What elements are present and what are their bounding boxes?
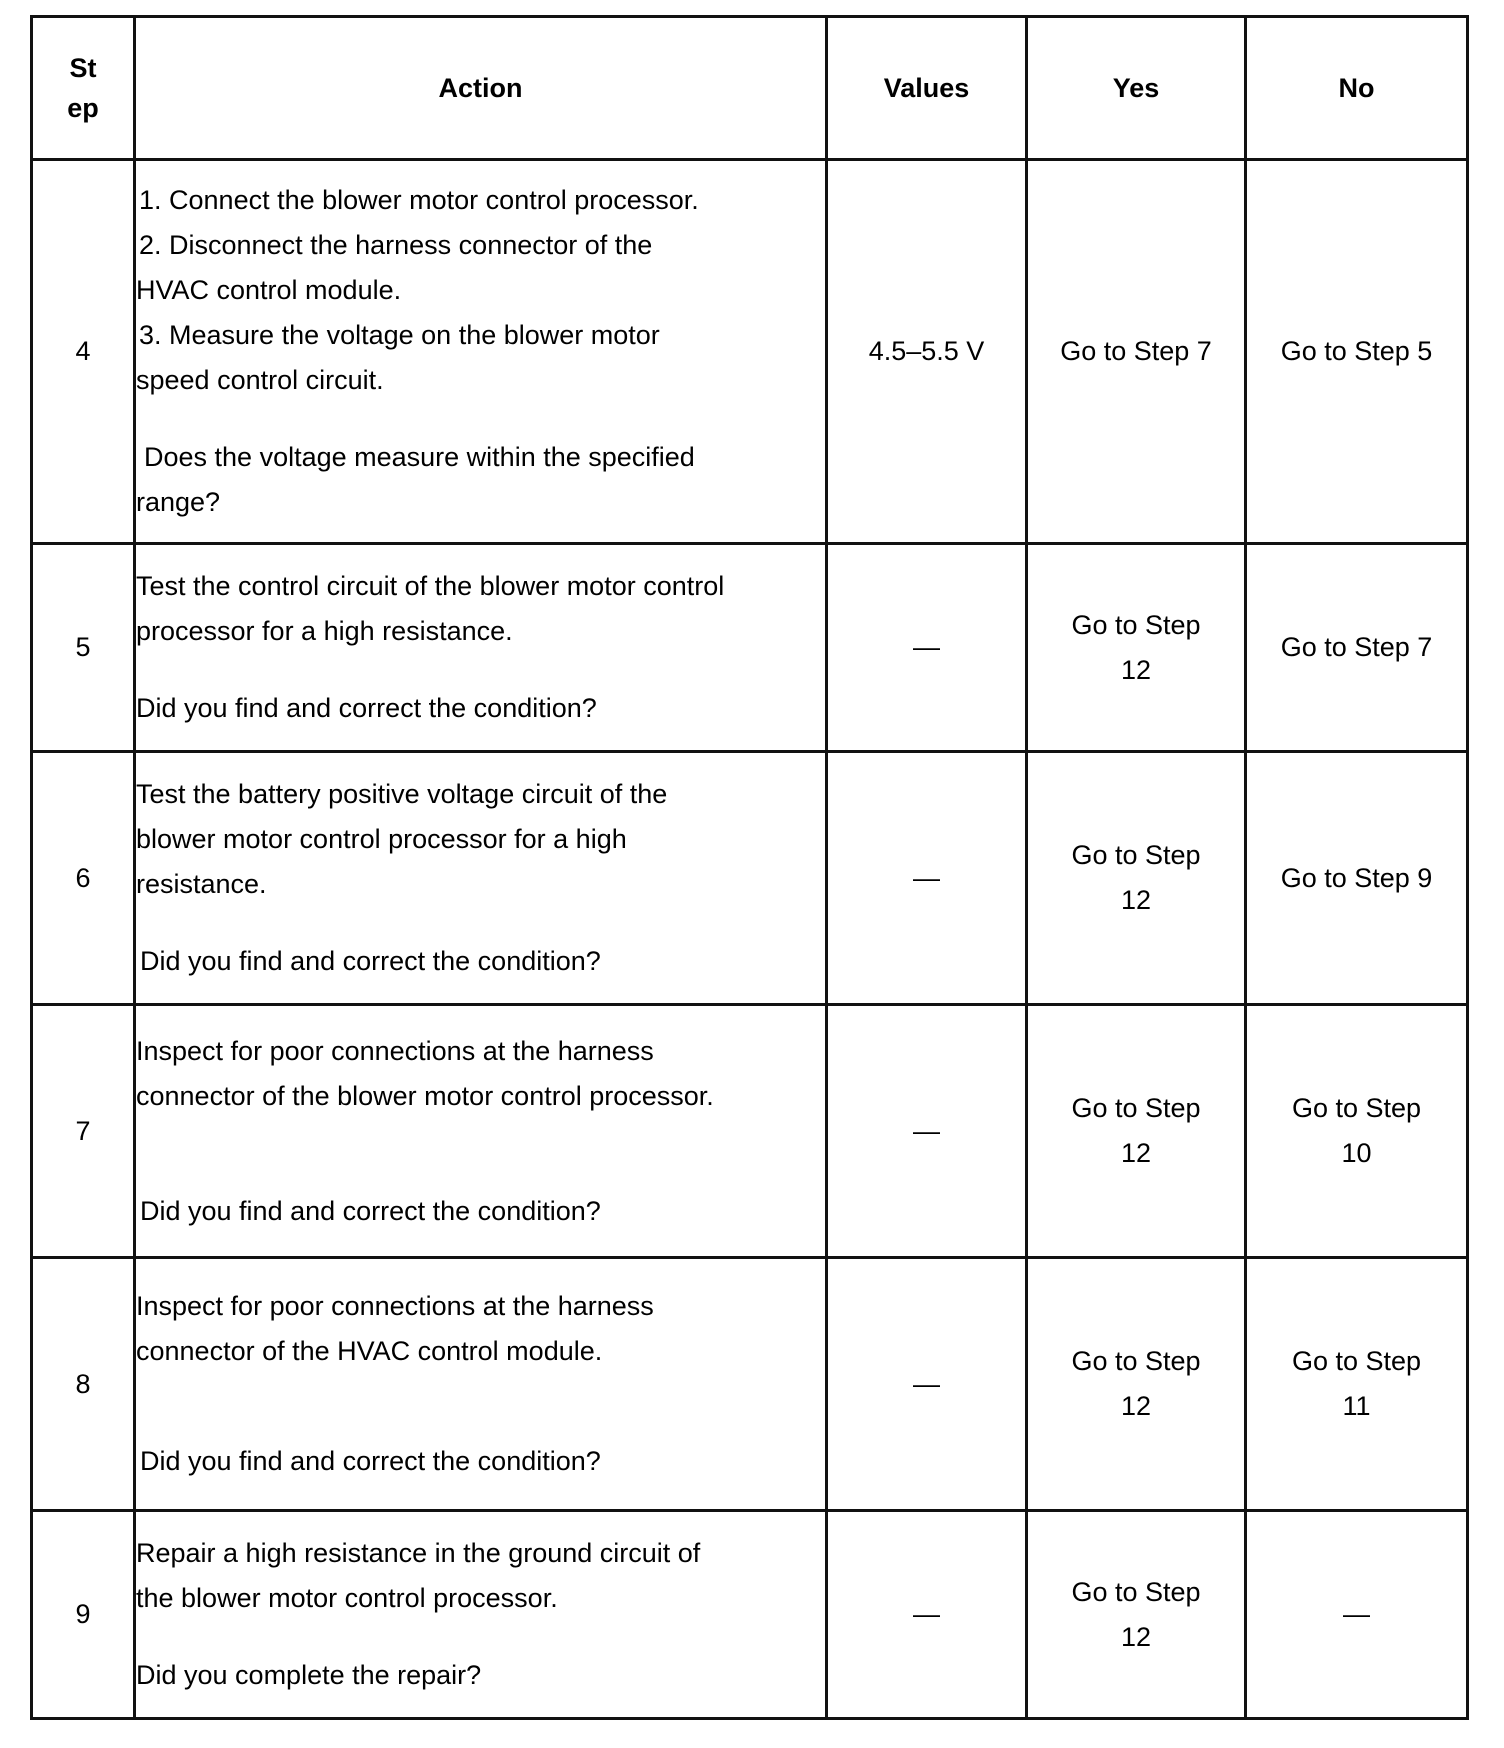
header-step-line2: ep xyxy=(67,93,99,123)
yes-text: 12 xyxy=(1120,885,1152,915)
values-cell: 4.5–5.5 V xyxy=(827,160,1027,544)
yes-text: Go to Step xyxy=(1071,609,1201,640)
yes-text: Go to Step xyxy=(1071,1576,1201,1607)
action-question: Does the voltage measure within the specified xyxy=(144,442,695,472)
action-line: connector of the HVAC control module. xyxy=(136,1336,603,1366)
yes-text: 12 xyxy=(1120,1138,1152,1168)
no-cell xyxy=(1246,544,1468,752)
header-step-line1: St xyxy=(69,53,97,83)
action-cell xyxy=(135,160,827,544)
diagnostic-table xyxy=(30,15,1469,1720)
action-line: 2. Disconnect the harness connector of the xyxy=(139,230,653,260)
action-line: Inspect for poor connections at the harness xyxy=(136,1035,654,1066)
step-number: 4 xyxy=(32,160,135,544)
no-text: Go to Step 9 xyxy=(1280,862,1433,893)
action-question: Did you find and correct the condition? xyxy=(140,946,601,976)
no-text: Go to Step xyxy=(1291,1093,1422,1123)
yes-text: 12 xyxy=(1120,1621,1152,1652)
action-line: HVAC control module. xyxy=(136,275,402,305)
action-question: Did you find and correct the condition? xyxy=(140,1446,601,1476)
no-cell xyxy=(1246,1511,1468,1719)
yes-cell xyxy=(1027,1005,1246,1258)
table-row xyxy=(32,160,1468,544)
action-cell xyxy=(135,544,827,752)
action-cell xyxy=(135,752,827,1005)
step-number: 8 xyxy=(32,1258,135,1511)
action-question: range? xyxy=(136,487,221,517)
table-row xyxy=(32,752,1468,1005)
table-row xyxy=(32,1511,1468,1719)
action-line: speed control circuit. xyxy=(136,365,384,395)
no-text: Go to Step 7 xyxy=(1280,632,1433,662)
yes-cell xyxy=(1027,544,1246,752)
action-cell xyxy=(135,1005,827,1258)
action-line: Test the battery positive voltage circuit of the xyxy=(136,779,668,809)
step-number: 5 xyxy=(32,544,135,752)
yes-text: Go to Step xyxy=(1071,1093,1201,1123)
action-line: Test the control circuit of the blower motor control xyxy=(136,571,725,601)
yes-text: Go to Step xyxy=(1071,1346,1201,1376)
step-number: 6 xyxy=(32,752,135,1005)
action-line: processor for a high resistance. xyxy=(136,616,513,646)
values-cell: — xyxy=(827,1511,1027,1719)
action-line: Inspect for poor connections at the harness xyxy=(136,1291,654,1321)
header-yes: Yes xyxy=(1027,17,1246,160)
no-text: 11 xyxy=(1342,1391,1371,1421)
table-row xyxy=(32,1005,1468,1258)
no-cell xyxy=(1246,160,1468,544)
header-no: No xyxy=(1246,17,1468,160)
action-question: Did you complete the repair? xyxy=(136,1660,482,1690)
action-line: 1. Connect the blower motor control processor. xyxy=(139,185,699,215)
yes-cell xyxy=(1027,1258,1246,1511)
no-text: 10 xyxy=(1341,1138,1372,1168)
table-header-row xyxy=(32,17,1468,160)
values-cell: — xyxy=(827,1005,1027,1258)
values-cell: — xyxy=(827,1258,1027,1511)
action-line: 3. Measure the voltage on the blower motor xyxy=(139,320,660,350)
no-cell xyxy=(1246,1005,1468,1258)
action-cell xyxy=(135,1511,827,1719)
action-line: Repair a high resistance in the ground circuit of xyxy=(136,1538,701,1568)
yes-cell xyxy=(1027,752,1246,1005)
table-row xyxy=(32,1258,1468,1511)
action-line: blower motor control processor for a high xyxy=(136,824,627,854)
step-number: 9 xyxy=(32,1511,135,1719)
values-cell: — xyxy=(827,544,1027,752)
no-text: Go to Step xyxy=(1291,1346,1422,1376)
header-step xyxy=(32,17,135,160)
yes-text: Go to Step 7 xyxy=(1060,336,1212,366)
no-text: Go to Step 5 xyxy=(1280,336,1433,366)
no-cell xyxy=(1246,1258,1468,1511)
yes-cell xyxy=(1027,1511,1246,1719)
header-values: Values xyxy=(827,17,1027,160)
action-line: connector of the blower motor control processor. xyxy=(136,1080,714,1111)
no-text: — xyxy=(1343,1599,1370,1629)
no-cell xyxy=(1246,752,1468,1005)
action-question: Did you find and correct the condition? xyxy=(136,693,597,723)
values-cell: — xyxy=(827,752,1027,1005)
table-row xyxy=(32,544,1468,752)
yes-text: 12 xyxy=(1120,654,1152,685)
yes-cell xyxy=(1027,160,1246,544)
step-number: 7 xyxy=(32,1005,135,1258)
yes-text: 12 xyxy=(1120,1391,1152,1421)
yes-text: Go to Step xyxy=(1071,840,1201,870)
action-question: Did you find and correct the condition? xyxy=(140,1195,601,1226)
action-line: the blower motor control processor. xyxy=(136,1583,558,1613)
action-line: resistance. xyxy=(136,869,267,899)
header-action: Action xyxy=(135,17,827,160)
action-cell xyxy=(135,1258,827,1511)
